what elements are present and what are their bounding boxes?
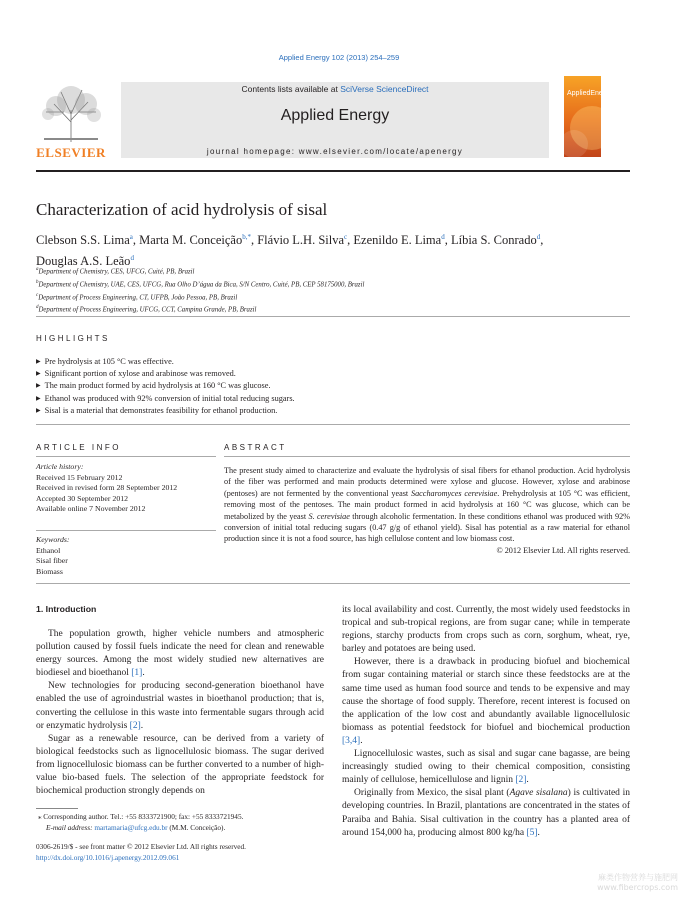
journal-reference[interactable]: Applied Energy 102 (2013) 254–259 xyxy=(278,53,400,62)
contents-prefix: Contents lists available at xyxy=(241,84,341,94)
author-name: Marta M. Conceição xyxy=(139,233,243,248)
elsevier-wordmark: ELSEVIER xyxy=(36,145,106,160)
keyword: Ethanol xyxy=(36,545,61,555)
history-label: Article history: xyxy=(36,462,84,471)
keywords-label: Keywords: xyxy=(36,535,70,544)
author-affil-marker[interactable]: d xyxy=(441,233,445,241)
history-item: Received in revised form 28 September 2012 xyxy=(36,483,178,492)
abstract-heading: ABSTRACT xyxy=(224,443,287,452)
keywords xyxy=(36,535,216,577)
author-affil-marker[interactable]: a xyxy=(129,233,133,241)
history-item: Received 15 February 2012 xyxy=(36,472,123,482)
keyword: Biomass xyxy=(36,566,63,576)
cover-title: AppliedEnergy xyxy=(567,90,613,97)
paragraph: Lignocellulosic wastes, such as sisal and sugar cane bagasse, are being increasingly studied owing to their chemical composition, consisting mainly of cellulose, hemicellulose and lignin [2]. xyxy=(342,749,630,786)
highlight-item: ▶ Pre hydrolysis at 105 °C was effective. xyxy=(36,356,295,368)
abstract-bottom-rule xyxy=(36,583,630,584)
author-list: Clebson S.S. Lima$^a$, Marta M. Conceição$^{b,*}$, Flávio L.H. Silva$^c$, Ezenildo E. Lima$^d$, Líbia S. Conrado$^d$, Douglas A.S. Leão$^d$ xyxy=(36,233,544,269)
email-link[interactable]: martamaria@ufcg.edu.br xyxy=(94,822,168,832)
history-item: Available online 7 November 2012 xyxy=(36,504,146,513)
affiliations xyxy=(36,265,626,316)
paragraph: New technologies for producing second-generation bioethanol have enabled the use of agroindustrial wastes in bioethanol production; that is, converting the cellulose in this waste into fermentable sugars through acid or enzymatic hydrolysis [2]. xyxy=(36,681,324,731)
abstract-copyright: © 2012 Elsevier Ltd. All rights reserved. xyxy=(496,545,630,555)
author-name: Clebson S.S. Lima xyxy=(36,233,130,248)
affiliation-item: $^d$Department of Process Engineering, UFCG, CCT, Campina Grande, PB, Brazil xyxy=(36,305,257,314)
abstract-text: The present study aimed to characterize and evaluate the hydrolysis of sisal fibers for ethanol production. Acid hydrolysis of the fiber was performed and main products determined were xylose and glucose. However, xylose and arabinose (pentoses) are not fermented by the conventional yeast Saccharomyces cerevisiae. Prehydrolysis at 105 °C was efficient, removing most of the pentoses. The main product formed in acid hydrolysis at 160 °C was glucose, which can be metabolized by the yeast S. cerevisiae through alcoholic fermentation. In these conditions ethanol was produced with 92% conversion of initial total reducing sugars (0.47 g/g of ethanol yield). Sisal has potential as a raw material for ethanol production since it is not a food source, has high cellulose content and low biomass cost. © 2012 Elsevier Ltd. All rights reserved. xyxy=(224,466,630,555)
corresponding-author-note: ⁎ Corresponding author. Tel.: +55 8333721900; fax: +55 8333721945. xyxy=(36,812,244,821)
author-name: Ezenildo E. Lima xyxy=(353,233,442,248)
journal-homepage[interactable]: journal homepage: www.elsevier.com/locate/apenergy xyxy=(206,147,464,156)
journal-cover-image xyxy=(564,76,601,157)
site-watermark: 麻类作物营养与施肥网 www.fibercrops.com xyxy=(597,873,678,892)
author-name: Douglas A.S. Leão xyxy=(36,254,131,269)
article-info xyxy=(36,462,216,515)
affiliation-item: $^a$Department of Chemistry, CES, UFCG, Cuité, PB, Brazil xyxy=(36,267,195,276)
author-affil-marker[interactable]: d xyxy=(130,254,134,263)
highlights-top-rule xyxy=(36,316,630,317)
highlights-bottom-rule xyxy=(36,424,630,425)
article-info-rule xyxy=(36,456,216,457)
body-column-right xyxy=(342,604,630,840)
abstract-rule xyxy=(224,456,630,457)
highlight-item: ▶ Significant portion of xylose and arabinose was removed. xyxy=(36,368,295,380)
highlights-list xyxy=(36,356,295,417)
keyword: Sisal fiber xyxy=(36,556,68,565)
citation-link[interactable]: [2] xyxy=(515,775,527,786)
footnote-rule xyxy=(36,808,78,809)
author-affil-marker[interactable]: d xyxy=(536,233,541,241)
doi-link[interactable]: http://dx.doi.org/10.1016/j.apenergy.2012.09.061 xyxy=(36,852,180,862)
page-footer xyxy=(36,842,246,863)
introduction-heading: 1. Introduction xyxy=(36,604,97,614)
journal-name: Applied Energy xyxy=(280,107,390,124)
contents-line xyxy=(121,84,549,94)
highlight-item: ▶ Ethanol was produced with 92% conversion of initial total reducing sugars. xyxy=(36,393,295,405)
footnote xyxy=(36,812,336,833)
paragraph: However, there is a drawback in producing biofuel and biochemical from sugar containing material or starch since these feedstocks are at the same time used as human food source and tends to be expensive and may cause the shortage of food supply. Therefore, recent interest is focused on the application of the low cost and abundantly available lignocellulosic biomass as potential feedstock for biofuel and biochemical production [3,4]. xyxy=(342,657,630,746)
highlight-item: ▶ Sisal is a material that demonstrates feasibility for ethanol production. xyxy=(36,405,295,417)
header-divider xyxy=(36,170,630,172)
citation-link[interactable]: [1] xyxy=(131,668,143,679)
highlight-item: ▶ The main product formed by acid hydrolysis at 160 °C was glucose. xyxy=(36,380,295,392)
article-title: Characterization of acid hydrolysis of sisal xyxy=(36,200,328,219)
paragraph: Sugar as a renewable resource, can be derived from a variety of biological feedstocks such as lignocellulosic biomass. The sugar derived from lignocellulosic biomass can be further converted to a number of high-value bio-based fuels. The selection of the appropriate feedstock for biochemical production strongly depends on xyxy=(36,733,324,797)
citation-link[interactable]: [3,4] xyxy=(342,735,361,746)
history-item: Accepted 30 September 2012 xyxy=(36,493,129,503)
author-affil-marker[interactable]: c xyxy=(344,233,348,241)
citation-link[interactable]: [5] xyxy=(526,827,538,838)
article-info-heading: ARTICLE INFO xyxy=(36,443,121,452)
affiliation-item: $^b$Department of Chemistry, UAE, CES, UFCG, Rua Olho D’água da Bica, S/N Centro, Cuité, PB, CEP 58175000, Brazil xyxy=(36,279,365,289)
paragraph: Originally from Mexico, the sisal plant (Agave sisalana) is cultivated in developing countries. In Brazil, plantations are concentrated in the states of Paraiba and Bahia. Sisal cultivation in the country has a planted area of around 154,000 ha, producing almost 800 kg/ha [5]. xyxy=(342,788,630,838)
author-name: Líbia S. Conrado xyxy=(450,233,537,248)
paragraph: The population growth, higher vehicle numbers and atmospheric pollution caused by fossil fuels indicate the need for clean and renewable energy sources. Among the most widely studied new alternatives are biodiesel and bioethanol [1]. xyxy=(36,629,324,679)
affiliation-item: $^c$Department of Process Engineering, CT, UFPB, João Pessoa, PB, Brazil xyxy=(36,292,238,301)
sciencedirect-link[interactable]: SciVerse ScienceDirect xyxy=(340,84,429,94)
highlights-heading: HIGHLIGHTS xyxy=(36,334,110,343)
body-column-left xyxy=(36,628,324,798)
paragraph: its local availability and cost. Currently, the most widely used feedstocks in tropical and sub-tropical regions, are from sugar cane; while in temperate regions, starchy products from crops such as corn, sorghum, wheat, rye, barley and potatoes are being used. xyxy=(342,605,630,655)
email-note: E-mail address: martamaria@ufcg.edu.br (M.M. Conceição). xyxy=(46,822,226,832)
citation-link[interactable]: [2] xyxy=(129,720,141,731)
issn-line: 0306-2619/$ - see front matter © 2012 Elsevier Ltd. All rights reserved. xyxy=(36,842,247,851)
author-affil-marker[interactable]: b,* xyxy=(242,233,251,241)
author-name: Flávio L.H. Silva xyxy=(257,233,345,248)
keywords-rule xyxy=(36,530,216,531)
